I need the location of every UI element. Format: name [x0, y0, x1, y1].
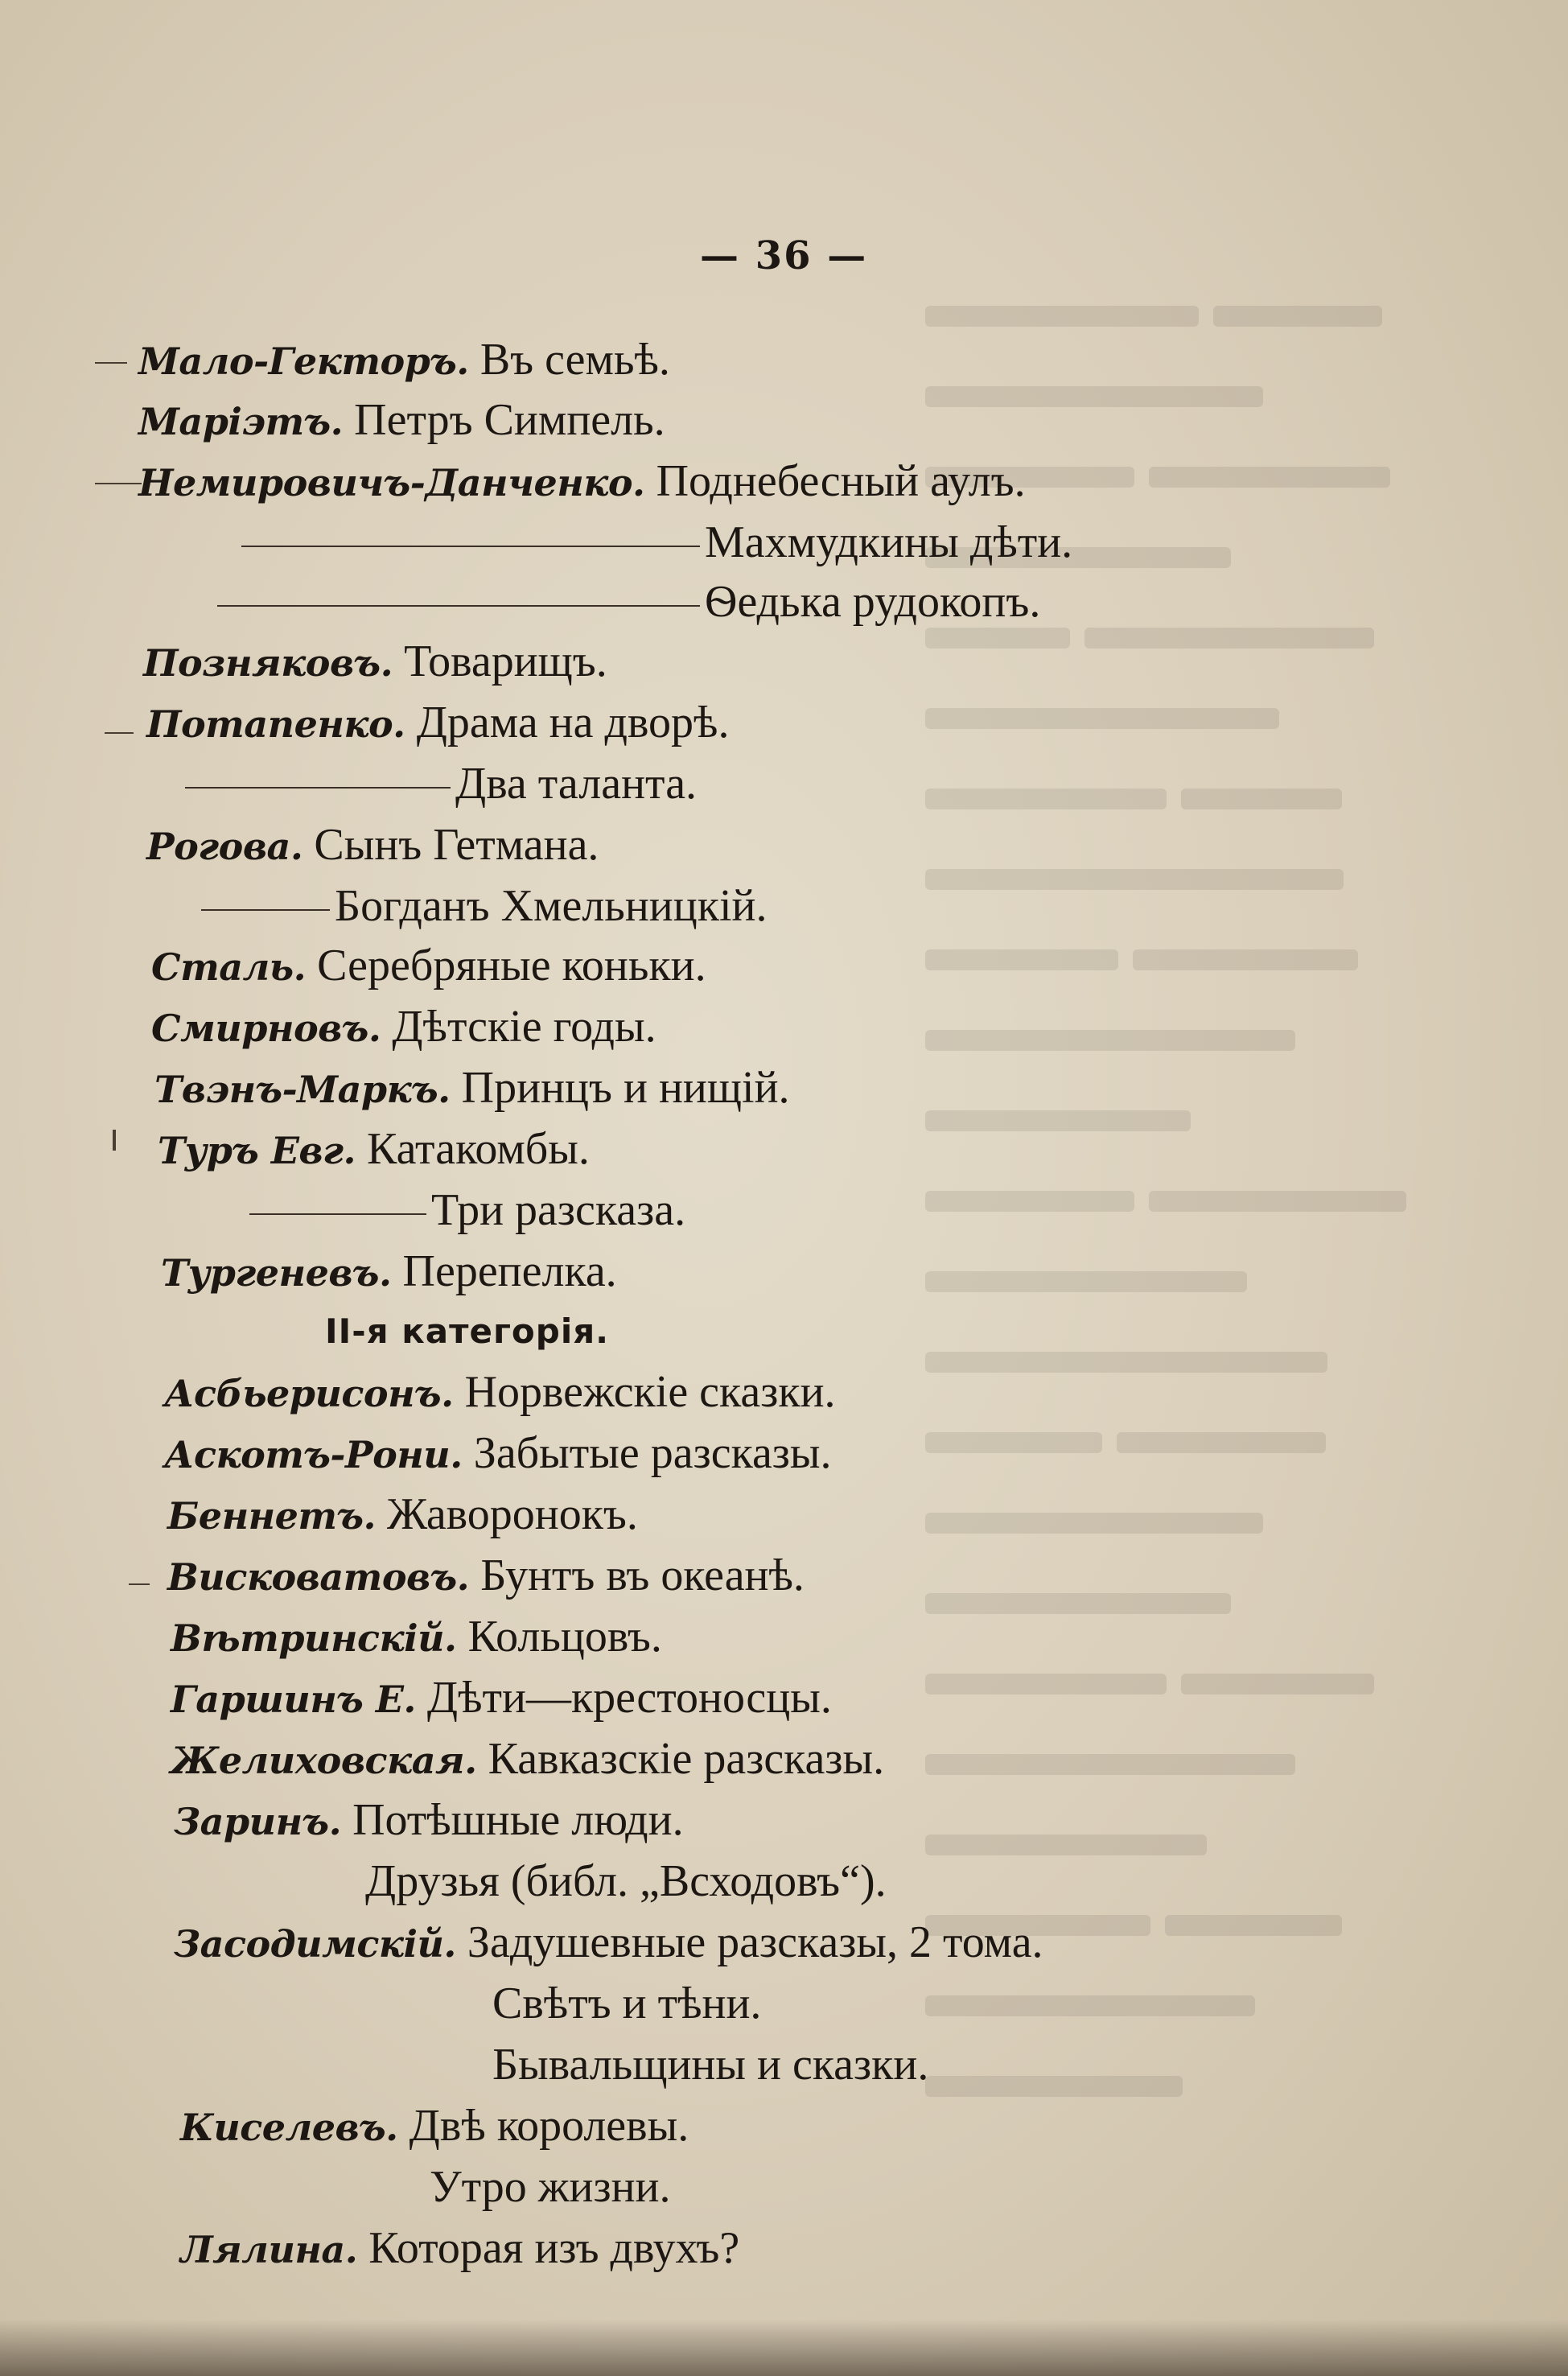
entry-author: Асбьерисонъ.: [164, 1372, 454, 1415]
entry-title: Задушевные разсказы, 2 тома.: [467, 1917, 1043, 1967]
section-heading: II-я категорія.: [325, 1312, 610, 1351]
entry-title: Друзья (библ. „Всходовъ“).: [365, 1856, 887, 1906]
ditto-dash: [185, 787, 451, 789]
entry-title: Въ семьѣ.: [479, 335, 670, 385]
entry-line: [146, 697, 729, 750]
entry-author: Тургеневъ.: [161, 1251, 392, 1295]
pencil-mark: [95, 483, 142, 484]
entry-line: [143, 636, 607, 689]
pencil-mark: [105, 732, 134, 734]
entry-line: [158, 1123, 590, 1176]
entry-line: [180, 2222, 739, 2275]
pencil-mark: [95, 362, 127, 364]
page-number: — 36 —: [700, 233, 868, 278]
entry-title: Ѳедька рудокопъ.: [705, 577, 1041, 627]
entry-title: Товарищъ.: [404, 636, 607, 686]
entry-line: [167, 1550, 805, 1603]
entry-title: Сынъ Гетмана.: [314, 820, 599, 870]
entry-title: Дѣтскіе годы.: [392, 1002, 656, 1052]
entry-author: Висковатовъ.: [167, 1555, 470, 1599]
entry-author: Заринъ.: [174, 1800, 342, 1843]
entry-title: Свѣтъ и тѣни.: [492, 1979, 762, 2028]
entry-line: [154, 1062, 790, 1115]
entry-title: Забытые разсказы.: [473, 1428, 832, 1478]
entry-title: Поднебесный аулъ.: [656, 456, 1026, 506]
entry-line: [138, 394, 665, 447]
entry-line: [430, 2161, 671, 2213]
entry-author: Киселевъ.: [180, 2106, 398, 2149]
entry-title: Драма на дворѣ.: [416, 698, 730, 747]
entry-title: Кавказскіе разсказы.: [488, 1734, 885, 1784]
entry-line: [174, 1794, 684, 1847]
entry-line: [138, 334, 670, 387]
entry-line: [174, 1917, 1043, 1970]
entry-author: Немировичъ-Данченко.: [138, 461, 645, 504]
entry-author: Мало-Гекторъ.: [138, 340, 469, 383]
entry-line: [492, 1978, 761, 2029]
entry-title: Кольцовъ.: [467, 1612, 662, 1662]
entry-line: [171, 1733, 884, 1786]
entry-author: Туръ Евг.: [158, 1129, 356, 1172]
entry-author: Засодимскій.: [174, 1922, 456, 1966]
entry-title: Жаворонокъ.: [387, 1489, 638, 1539]
entry-author: Смирновъ.: [151, 1007, 381, 1050]
entry-line: [492, 2039, 928, 2090]
entry-title: Бывальщины и сказки.: [492, 2040, 929, 2090]
entry-line: [180, 2100, 689, 2153]
entry-author: Твэнъ-Маркъ.: [154, 1068, 451, 1111]
entry-title: Перепелка.: [402, 1246, 617, 1296]
ditto-dash: [201, 909, 330, 911]
entry-title: Двѣ королевы.: [409, 2101, 689, 2151]
entry-line: [241, 517, 1072, 568]
entry-author: Маріэтъ.: [138, 400, 344, 443]
ditto-dash: [217, 605, 700, 607]
entry-line: [151, 940, 706, 993]
entry-line: [146, 819, 599, 872]
entry-title: Утро жизни.: [430, 2162, 671, 2212]
entry-title: Три разсказа.: [431, 1185, 686, 1235]
entry-line: [185, 758, 697, 809]
entry-author: Потапенко.: [146, 702, 405, 746]
entry-title: Два таланта.: [455, 759, 698, 809]
pencil-mark: [113, 1130, 116, 1151]
entry-author: Вѣтринскій.: [171, 1616, 457, 1660]
entry-line: [161, 1246, 617, 1299]
entry-line: [171, 1611, 662, 1664]
entry-title: Норвежскіе сказки.: [464, 1367, 836, 1417]
entry-author: Сталь.: [151, 945, 307, 989]
entry-author: Гаршинъ Е.: [171, 1678, 416, 1721]
entry-title: Петръ Симпель.: [354, 395, 665, 445]
entry-title: Катакомбы.: [367, 1124, 590, 1174]
entry-title: Серебряные коньки.: [317, 941, 706, 990]
entry-author: Лялина.: [180, 2228, 358, 2271]
entry-line: [171, 1672, 832, 1725]
entry-author: Рогова.: [146, 825, 303, 868]
entry-title: Махмудкины дѣти.: [705, 517, 1073, 567]
entry-title: Богданъ Хмельницкій.: [335, 881, 768, 931]
entry-title: Принцъ и нищій.: [461, 1063, 790, 1113]
entry-title: Которая изъ двухъ?: [368, 2223, 740, 2273]
entry-author: Беннетъ.: [167, 1494, 377, 1538]
entry-author: Позняковъ.: [143, 641, 393, 685]
entry-line: [164, 1427, 832, 1480]
entry-line: [164, 1366, 836, 1419]
entry-title: Бунтъ въ океанѣ.: [480, 1550, 805, 1600]
ditto-dash: [249, 1213, 426, 1215]
entry-line: [138, 455, 1026, 509]
entry-title: Потѣшные люди.: [352, 1795, 684, 1845]
pencil-mark: [129, 1583, 150, 1585]
entry-author: Желиховская.: [171, 1739, 477, 1782]
entry-line: [249, 1184, 685, 1236]
entry-line: [217, 576, 1040, 628]
page-bottom-shadow: [0, 2320, 1568, 2376]
entry-title: Дѣти—крестоносцы.: [426, 1673, 832, 1723]
entry-author: Аскотъ-Рони.: [164, 1433, 463, 1476]
entry-line: [151, 1001, 656, 1054]
entry-line: [365, 1855, 887, 1907]
entry-line: [167, 1489, 638, 1542]
ditto-dash: [241, 546, 700, 547]
entry-line: [201, 880, 767, 932]
